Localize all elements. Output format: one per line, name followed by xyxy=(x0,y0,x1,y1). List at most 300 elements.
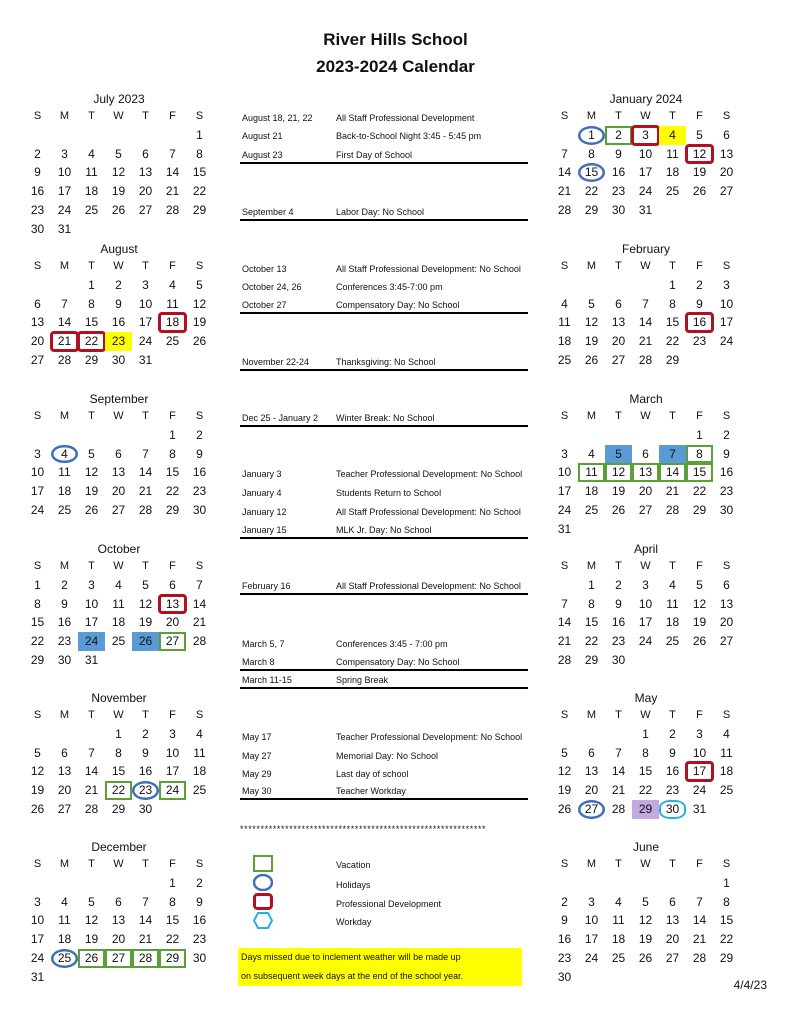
day-cell: 11 xyxy=(558,315,571,330)
day-cell: 8 xyxy=(169,894,176,909)
day-cell: 15 xyxy=(30,615,45,630)
empty-cell xyxy=(551,576,578,595)
day-cell: 23 xyxy=(192,932,207,947)
day-cell: 8 xyxy=(723,894,730,909)
day-cell: 11 xyxy=(166,296,179,311)
day-cell: 11 xyxy=(85,165,98,180)
day-cell: 22 xyxy=(192,184,207,199)
weekday-header: M xyxy=(586,110,597,122)
day-cell: 18 xyxy=(719,764,734,779)
day-cell: 4 xyxy=(723,726,730,741)
day-cell: 1 xyxy=(34,577,41,592)
weekday-header: M xyxy=(586,709,597,721)
month-name: June xyxy=(632,840,660,854)
empty-cell xyxy=(78,725,105,744)
day-cell: 20 xyxy=(584,783,599,798)
weekday-header: S xyxy=(33,709,42,721)
event-row: August 23 First Day of School xyxy=(240,148,528,164)
day-cell: 1 xyxy=(696,427,703,442)
day-cell: 14 xyxy=(57,315,72,330)
day-cell: 3 xyxy=(88,577,95,592)
weekday-header: T xyxy=(669,709,676,721)
month-january-2024 xyxy=(551,91,741,220)
day-cell: 24 xyxy=(138,334,153,349)
month-november xyxy=(24,690,214,819)
day-cell: 4 xyxy=(88,146,95,161)
day-cell: 4 xyxy=(588,446,595,461)
empty-cell xyxy=(105,874,132,893)
day-cell: 12 xyxy=(138,596,153,611)
day-cell: 12 xyxy=(192,296,207,311)
weekday-header: T xyxy=(88,110,95,122)
weekday-header: S xyxy=(33,110,42,122)
day-cell: 22 xyxy=(692,484,707,499)
weekday-header: T xyxy=(669,858,676,870)
weekday-header: W xyxy=(113,110,124,122)
month-june xyxy=(551,839,741,987)
day-grid xyxy=(551,257,741,370)
empty-cell xyxy=(51,276,78,295)
day-cell: 15 xyxy=(719,913,734,928)
event-row: January 3 Teacher Professional Development: No School xyxy=(242,469,523,479)
day-cell: 11 xyxy=(720,745,733,760)
day-cell: 24 xyxy=(30,502,45,517)
weekday-header: M xyxy=(59,410,70,422)
day-cell: 12 xyxy=(686,145,713,164)
day-cell: 30 xyxy=(659,800,686,819)
day-cell: 21 xyxy=(192,615,207,630)
day-cell: 12 xyxy=(30,764,45,779)
day-cell: 28 xyxy=(557,202,572,217)
day-cell: 5 xyxy=(88,894,95,909)
month-december xyxy=(24,839,214,987)
day-cell: 3 xyxy=(34,894,41,909)
day-cell: 18 xyxy=(159,313,186,332)
day-cell: 14 xyxy=(138,913,153,928)
weekday-header: F xyxy=(696,410,703,422)
day-cell: 19 xyxy=(557,783,572,798)
day-cell: 28 xyxy=(611,801,626,816)
holiday-circle-icon xyxy=(253,874,273,891)
day-cell: 22 xyxy=(165,484,180,499)
day-cell: 4 xyxy=(669,577,676,592)
day-cell: 19 xyxy=(138,615,153,630)
day-cell: 16 xyxy=(111,315,126,330)
empty-cell xyxy=(78,126,105,145)
day-cell: 7 xyxy=(561,596,568,611)
day-cell: 26 xyxy=(30,801,45,816)
legend-label-vacation: Vacation xyxy=(336,860,371,870)
weekday-header: S xyxy=(195,560,204,572)
day-cell: 29 xyxy=(632,800,659,819)
day-cell: 9 xyxy=(615,146,622,161)
day-cell: 27 xyxy=(105,949,132,968)
weekday-header: W xyxy=(640,110,651,122)
weekday-header: F xyxy=(696,560,703,572)
event-row: May 27 Memorial Day: No School xyxy=(242,751,439,761)
day-grid xyxy=(551,107,741,220)
empty-cell xyxy=(132,874,159,893)
day-cell: 28 xyxy=(192,634,207,649)
day-cell: 16 xyxy=(719,465,734,480)
day-cell: 30 xyxy=(611,652,626,667)
day-cell: 5 xyxy=(605,445,632,464)
day-cell: 29 xyxy=(159,949,186,968)
day-cell: 11 xyxy=(578,463,605,482)
day-cell: 10 xyxy=(557,465,572,480)
day-cell: 30 xyxy=(719,502,734,517)
day-cell: 21 xyxy=(638,334,653,349)
weekday-header: S xyxy=(560,858,569,870)
day-cell: 2 xyxy=(196,875,203,890)
weekday-header: F xyxy=(169,858,176,870)
day-cell: 17 xyxy=(584,932,599,947)
legend-label-holidays: Holidays xyxy=(336,880,371,890)
empty-cell xyxy=(551,126,578,145)
day-cell: 10 xyxy=(57,165,72,180)
weekday-header: S xyxy=(560,410,569,422)
day-cell: 8 xyxy=(169,446,176,461)
day-cell: 17 xyxy=(686,762,713,781)
day-cell: 9 xyxy=(61,596,68,611)
day-cell: 16 xyxy=(138,764,153,779)
day-cell: 10 xyxy=(30,465,45,480)
day-cell: 13 xyxy=(111,465,126,480)
weekday-header: T xyxy=(142,858,149,870)
day-cell: 12 xyxy=(692,596,707,611)
day-cell: 28 xyxy=(138,502,153,517)
day-cell: 3 xyxy=(561,446,568,461)
month-march xyxy=(551,391,741,539)
day-cell: 9 xyxy=(196,446,203,461)
day-cell: 16 xyxy=(665,764,680,779)
month-july-2023 xyxy=(24,91,214,239)
day-cell: 26 xyxy=(84,502,99,517)
day-cell: 22 xyxy=(719,932,734,947)
weekday-header: T xyxy=(88,410,95,422)
day-cell: 19 xyxy=(30,783,45,798)
day-cell: 13 xyxy=(584,764,599,779)
event-row: September 4 Labor Day: No School xyxy=(240,205,528,221)
day-cell: 23 xyxy=(557,950,572,965)
month-name: November xyxy=(91,691,147,705)
day-cell: 23 xyxy=(719,484,734,499)
day-cell: 27 xyxy=(159,632,186,651)
weekday-header: S xyxy=(33,260,42,272)
day-cell: 2 xyxy=(669,726,676,741)
day-cell: 9 xyxy=(669,745,676,760)
day-cell: 7 xyxy=(196,577,203,592)
day-cell: 27 xyxy=(665,950,680,965)
day-cell: 24 xyxy=(638,184,653,199)
day-cell: 10 xyxy=(30,913,45,928)
day-cell: 15 xyxy=(165,913,180,928)
day-cell: 1 xyxy=(588,577,595,592)
day-cell: 8 xyxy=(196,146,203,161)
day-cell: 10 xyxy=(638,596,653,611)
day-cell: 27 xyxy=(578,800,605,819)
day-cell: 15 xyxy=(638,764,653,779)
day-cell: 15 xyxy=(686,463,713,482)
empty-cell xyxy=(659,874,686,893)
day-cell: 30 xyxy=(611,202,626,217)
weekday-header: F xyxy=(696,709,703,721)
day-cell: 22 xyxy=(638,783,653,798)
day-cell: 7 xyxy=(696,894,703,909)
day-cell: 23 xyxy=(30,202,45,217)
day-cell: 25 xyxy=(57,502,72,517)
month-name: December xyxy=(91,840,147,854)
day-cell: 1 xyxy=(642,726,649,741)
weekday-header: S xyxy=(33,410,42,422)
day-cell: 7 xyxy=(169,146,176,161)
day-cell: 2 xyxy=(561,894,568,909)
day-cell: 20 xyxy=(719,615,734,630)
day-cell: 10 xyxy=(584,913,599,928)
day-cell: 24 xyxy=(57,202,72,217)
day-cell: 12 xyxy=(84,913,99,928)
day-cell: 4 xyxy=(196,726,203,741)
empty-cell xyxy=(605,276,632,295)
day-cell: 24 xyxy=(30,950,45,965)
weekday-header: W xyxy=(113,260,124,272)
day-cell: 9 xyxy=(696,296,703,311)
day-cell: 16 xyxy=(57,615,72,630)
day-cell: 27 xyxy=(719,634,734,649)
weekday-header: S xyxy=(195,858,204,870)
weekday-header: S xyxy=(560,560,569,572)
weekday-header: T xyxy=(142,110,149,122)
empty-cell xyxy=(686,874,713,893)
day-cell: 24 xyxy=(78,632,105,651)
empty-cell xyxy=(605,874,632,893)
month-october xyxy=(24,541,214,670)
day-cell: 20 xyxy=(719,165,734,180)
day-cell: 4 xyxy=(561,296,568,311)
day-cell: 2 xyxy=(115,277,122,292)
day-cell: 9 xyxy=(615,596,622,611)
day-cell: 4 xyxy=(659,126,686,145)
weekday-header: M xyxy=(59,560,70,572)
day-cell: 2 xyxy=(61,577,68,592)
weekday-header: S xyxy=(722,260,731,272)
day-cell: 17 xyxy=(638,165,653,180)
weekday-header: F xyxy=(169,410,176,422)
day-cell: 17 xyxy=(138,315,153,330)
day-cell: 8 xyxy=(588,596,595,611)
day-cell: 9 xyxy=(561,913,568,928)
weekday-header: T xyxy=(88,560,95,572)
day-cell: 28 xyxy=(665,502,680,517)
day-cell: 24 xyxy=(719,334,734,349)
day-cell: 15 xyxy=(578,163,605,182)
day-cell: 1 xyxy=(723,875,730,890)
day-cell: 5 xyxy=(588,296,595,311)
calendar-year: 2023-2024 Calendar xyxy=(316,57,475,76)
day-cell: 11 xyxy=(612,913,625,928)
day-cell: 22 xyxy=(584,184,599,199)
day-cell: 3 xyxy=(642,577,649,592)
empty-cell xyxy=(578,276,605,295)
day-cell: 30 xyxy=(192,502,207,517)
day-cell: 5 xyxy=(115,146,122,161)
day-cell: 13 xyxy=(665,913,680,928)
day-grid xyxy=(24,407,214,520)
weekday-header: M xyxy=(586,410,597,422)
day-cell: 6 xyxy=(61,745,68,760)
day-cell: 12 xyxy=(111,165,126,180)
day-cell: 20 xyxy=(138,184,153,199)
empty-cell xyxy=(105,126,132,145)
day-cell: 1 xyxy=(169,427,176,442)
day-cell: 25 xyxy=(557,352,572,367)
day-cell: 3 xyxy=(723,277,730,292)
day-cell: 5 xyxy=(696,127,703,142)
day-cell: 10 xyxy=(719,296,734,311)
day-cell: 26 xyxy=(638,950,653,965)
empty-cell xyxy=(551,426,578,445)
day-cell: 17 xyxy=(30,484,45,499)
day-cell: 9 xyxy=(142,745,149,760)
day-grid xyxy=(551,706,741,819)
day-cell: 17 xyxy=(638,615,653,630)
day-cell: 7 xyxy=(642,296,649,311)
weather-note-line-2: on subsequent week days at the end of the school year. xyxy=(241,971,464,981)
empty-cell xyxy=(551,276,578,295)
weekday-header: T xyxy=(88,260,95,272)
day-cell: 21 xyxy=(138,932,153,947)
empty-cell xyxy=(632,426,659,445)
empty-cell xyxy=(24,725,51,744)
day-cell: 29 xyxy=(584,202,599,217)
weekday-header: W xyxy=(640,560,651,572)
day-cell: 26 xyxy=(192,334,207,349)
day-cell: 27 xyxy=(638,502,653,517)
weekday-header: F xyxy=(169,110,176,122)
day-cell: 18 xyxy=(192,764,207,779)
day-cell: 1 xyxy=(196,127,203,142)
day-cell: 18 xyxy=(57,932,72,947)
day-cell: 26 xyxy=(692,184,707,199)
event-row: March 11-15 Spring Break xyxy=(240,673,528,689)
day-cell: 14 xyxy=(84,764,99,779)
day-cell: 10 xyxy=(638,146,653,161)
day-cell: 21 xyxy=(557,634,572,649)
day-cell: 12 xyxy=(84,465,99,480)
event-row: August 18, 21, 22 All Staff Professional Development xyxy=(242,113,475,123)
day-cell: 18 xyxy=(665,165,680,180)
day-cell: 23 xyxy=(665,783,680,798)
weekday-header: S xyxy=(560,709,569,721)
separator-stars: ************************************************************ xyxy=(240,824,487,834)
day-cell: 19 xyxy=(584,334,599,349)
month-name: October xyxy=(97,542,141,556)
weekday-header: S xyxy=(195,410,204,422)
empty-cell xyxy=(578,426,605,445)
workday-hexagon-icon xyxy=(253,912,273,929)
day-cell: 18 xyxy=(557,334,572,349)
day-cell: 1 xyxy=(578,126,605,145)
weekday-header: T xyxy=(669,260,676,272)
weekday-header: W xyxy=(640,410,651,422)
day-cell: 6 xyxy=(588,745,595,760)
day-cell: 8 xyxy=(642,745,649,760)
day-cell: 29 xyxy=(165,502,180,517)
weekday-header: M xyxy=(586,260,597,272)
day-cell: 20 xyxy=(638,484,653,499)
day-cell: 11 xyxy=(666,146,679,161)
empty-cell xyxy=(78,874,105,893)
day-cell: 31 xyxy=(30,969,45,984)
day-cell: 29 xyxy=(665,352,680,367)
event-row: May 30 Teacher Workday xyxy=(240,784,528,800)
empty-cell xyxy=(24,276,51,295)
day-cell: 14 xyxy=(611,764,626,779)
day-cell: 5 xyxy=(696,577,703,592)
day-cell: 31 xyxy=(692,801,707,816)
event-row: February 16 All Staff Professional Development: No School xyxy=(240,579,528,595)
day-cell: 6 xyxy=(642,446,649,461)
professional-development-square-icon xyxy=(253,893,273,910)
day-cell: 10 xyxy=(138,296,153,311)
day-cell: 18 xyxy=(111,615,126,630)
day-cell: 22 xyxy=(584,634,599,649)
day-cell: 23 xyxy=(132,781,159,800)
empty-cell xyxy=(551,725,578,744)
event-row: January 4 Students Return to School xyxy=(242,488,442,498)
day-cell: 14 xyxy=(138,465,153,480)
empty-cell xyxy=(24,874,51,893)
empty-cell xyxy=(51,874,78,893)
empty-cell xyxy=(659,426,686,445)
day-cell: 29 xyxy=(84,352,99,367)
day-cell: 30 xyxy=(30,221,45,236)
empty-cell xyxy=(132,426,159,445)
empty-cell xyxy=(132,126,159,145)
weekday-header: W xyxy=(113,410,124,422)
day-cell: 25 xyxy=(665,634,680,649)
day-cell: 13 xyxy=(30,315,45,330)
day-cell: 15 xyxy=(665,315,680,330)
day-cell: 11 xyxy=(666,596,679,611)
weekday-header: T xyxy=(88,709,95,721)
weekday-header: M xyxy=(59,709,70,721)
day-cell: 21 xyxy=(557,184,572,199)
day-cell: 19 xyxy=(84,484,99,499)
day-cell: 19 xyxy=(111,184,126,199)
event-row: March 8 Compensatory Day: No School xyxy=(240,655,528,671)
day-cell: 14 xyxy=(692,913,707,928)
day-cell: 14 xyxy=(638,315,653,330)
month-september xyxy=(24,391,214,520)
event-row: October 13 All Staff Professional Development: No School xyxy=(242,264,521,274)
day-cell: 6 xyxy=(723,127,730,142)
event-row: October 27 Compensatory Day: No School xyxy=(240,298,528,314)
day-cell: 10 xyxy=(165,745,180,760)
day-cell: 22 xyxy=(665,334,680,349)
day-cell: 6 xyxy=(115,894,122,909)
event-row: January 12 All Staff Professional Development: No School xyxy=(242,507,521,517)
weekday-header: S xyxy=(722,858,731,870)
day-cell: 7 xyxy=(561,146,568,161)
day-cell: 22 xyxy=(165,932,180,947)
day-cell: 17 xyxy=(30,932,45,947)
day-cell: 5 xyxy=(642,894,649,909)
day-cell: 26 xyxy=(111,202,126,217)
day-cell: 18 xyxy=(584,484,599,499)
weekday-header: F xyxy=(169,260,176,272)
day-grid xyxy=(24,557,214,670)
